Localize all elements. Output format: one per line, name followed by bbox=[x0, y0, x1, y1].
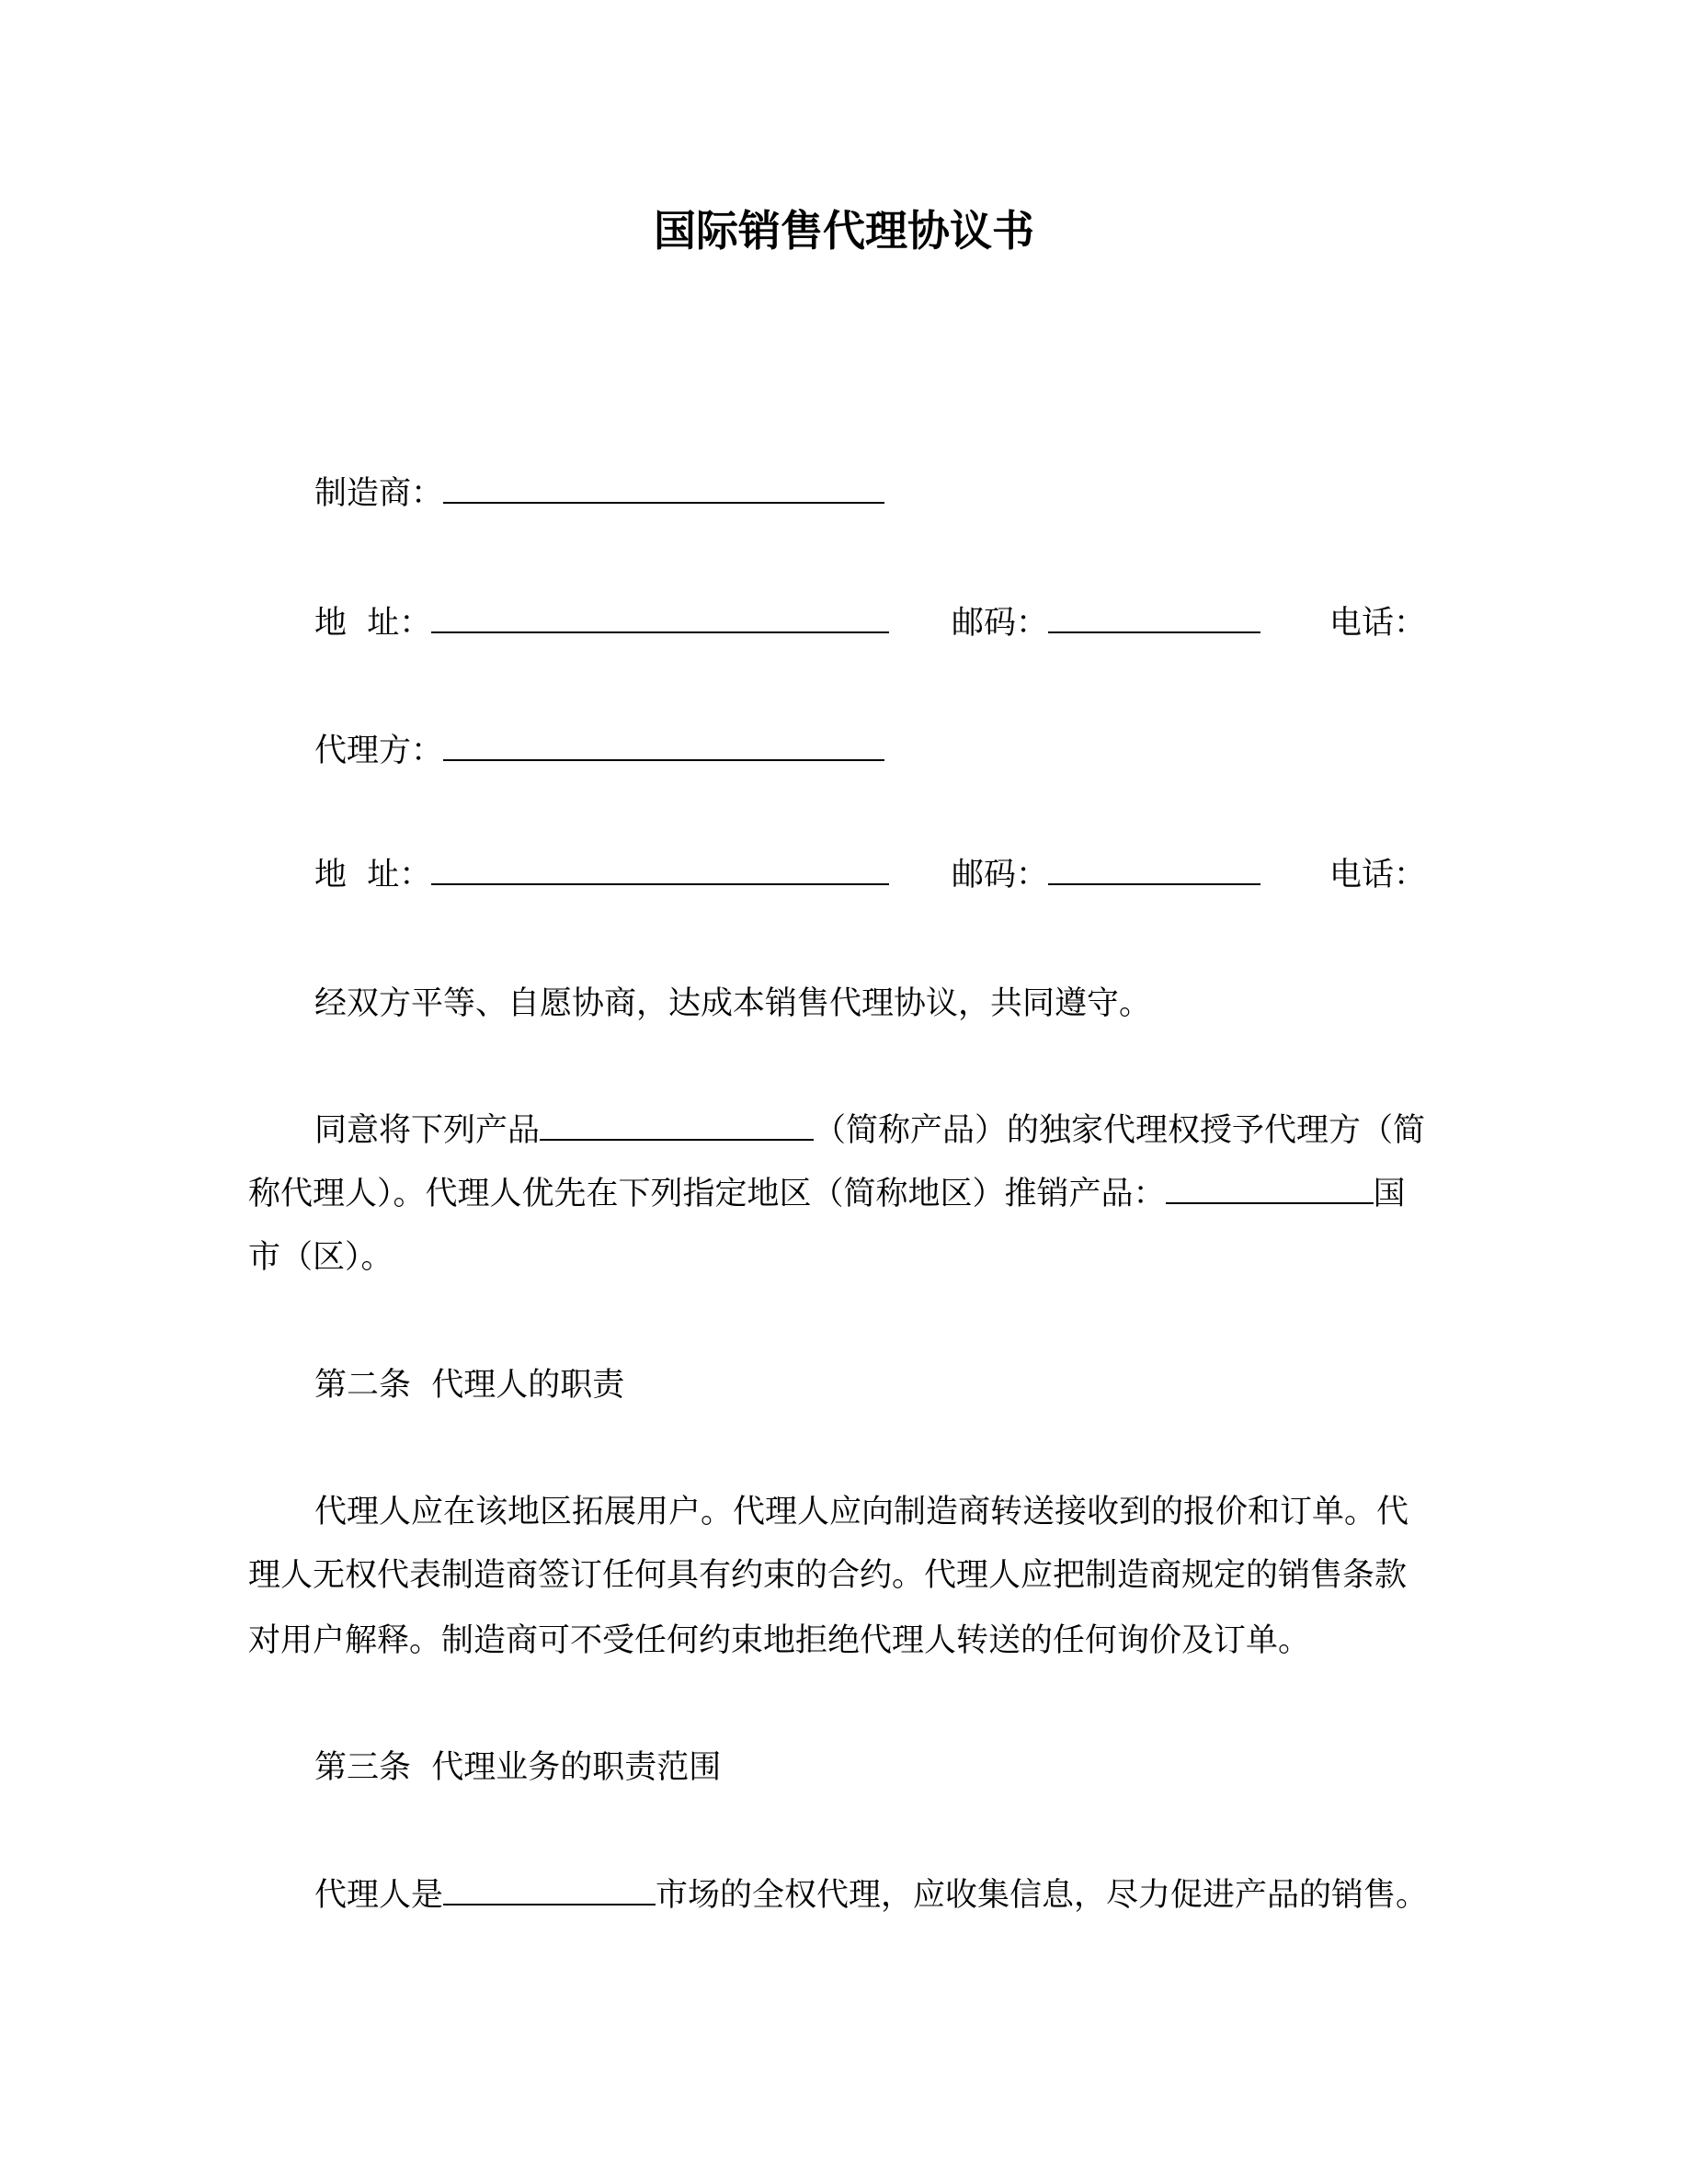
article2-line: 代理人应在该地区拓展用户。代理人应向制造商转送接收到的报价和订单。代 bbox=[314, 1494, 1409, 1530]
article1-text: 同意将下列产品 bbox=[314, 1112, 541, 1149]
agent-postcode-row bbox=[952, 856, 1260, 894]
market-blank[interactable] bbox=[443, 1876, 656, 1905]
article3-line1 bbox=[314, 1876, 1428, 1915]
agent-blank[interactable] bbox=[443, 732, 884, 761]
article3-text: 代理人是 bbox=[314, 1877, 444, 1914]
article3-text: 市场的全权代理，应收集信息，尽力促进产品的销售。 bbox=[656, 1877, 1429, 1914]
preamble: 经双方平等、自愿协商，达成本销售代理协议，共同遵守。 bbox=[314, 985, 1152, 1022]
manufacturer-label: 制造商： bbox=[314, 475, 444, 512]
article1-text: （简称产品）的独家代理权授予代理方（简 bbox=[814, 1112, 1426, 1149]
manufacturer-postcode-blank[interactable] bbox=[1048, 604, 1260, 633]
article3-heading: 第三条 代理业务的职责范围 bbox=[314, 1749, 722, 1786]
agent-postcode-blank[interactable] bbox=[1048, 856, 1260, 885]
agent-address-row bbox=[314, 856, 889, 894]
manufacturer-phone-label: 电话： bbox=[1329, 605, 1427, 642]
manufacturer-address-blank[interactable] bbox=[431, 604, 889, 633]
agent-row bbox=[314, 732, 884, 770]
article1-line3: 市（区）。 bbox=[248, 1239, 393, 1276]
product-blank[interactable] bbox=[540, 1111, 814, 1141]
manufacturer-address-row bbox=[314, 604, 889, 643]
address-label: 地 址： bbox=[314, 857, 432, 893]
postcode-label: 邮码： bbox=[952, 857, 1049, 893]
article1-text: 称代理人）。代理人优先在下列指定地区（简称地区）推销产品： bbox=[248, 1176, 1166, 1212]
article2-heading: 第二条 代理人的职责 bbox=[314, 1367, 625, 1404]
article2-line: 对用户解释。制造商可不受任何约束地拒绝代理人转送的任何询价及订单。 bbox=[248, 1622, 1311, 1659]
article1-text: 国 bbox=[1373, 1176, 1406, 1212]
document-title: 国际销售代理协议书 bbox=[654, 206, 1034, 256]
manufacturer-blank[interactable] bbox=[443, 474, 884, 504]
agent-label: 代理方： bbox=[314, 733, 444, 769]
address-label: 地 址： bbox=[314, 605, 432, 642]
article1-line1 bbox=[314, 1111, 1425, 1150]
manufacturer-postcode-row bbox=[952, 604, 1260, 643]
article1-line2 bbox=[248, 1175, 1406, 1213]
article2-line: 理人无权代表制造商签订任何具有约束的合约。代理人应把制造商规定的销售条款 bbox=[248, 1557, 1408, 1594]
manufacturer-row bbox=[314, 474, 884, 513]
postcode-label: 邮码： bbox=[952, 605, 1049, 642]
agent-phone-label: 电话： bbox=[1329, 857, 1427, 893]
country-blank[interactable] bbox=[1166, 1175, 1374, 1204]
agent-address-blank[interactable] bbox=[431, 856, 889, 885]
